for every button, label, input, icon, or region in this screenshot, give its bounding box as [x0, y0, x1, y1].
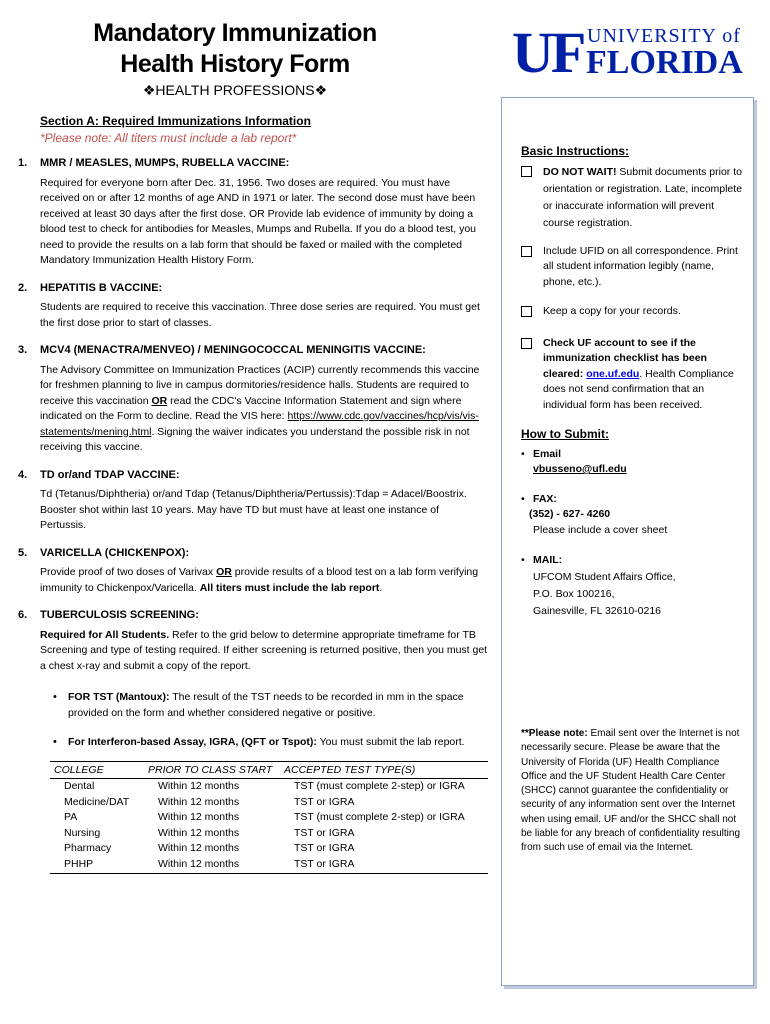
mail-label: • MAIL: [533, 554, 563, 566]
cell: Within 12 months [158, 826, 240, 839]
or-emphasis: OR [216, 566, 232, 578]
email-link[interactable]: vbusseno@ufl.edu [533, 463, 627, 475]
item-body: Students are required to receive this vaccination. Three dose series are required. You must get the first dose prior to start of classes. [40, 301, 480, 329]
body-text: Provide proof of two doses of Varivax [40, 566, 217, 578]
body-text: Refer to the grid below to determine appropriate timeframe for TB Screening and type of testing required. If either screening is returned positive, then you must get a chest x-ray and submit a copy of the report. [40, 628, 488, 672]
cell: TST or IGRA [294, 842, 355, 855]
body-text: read the CDC's Vaccine Information Statement and sign where indicated on the Form to decline. Read the VIS here: [40, 394, 462, 422]
table-row [50, 857, 488, 873]
subtitle: ❖HEALTH PROFESSIONS❖ [142, 82, 328, 98]
instructions-content [521, 144, 746, 620]
fax-number: (352) - 627- 4260 [529, 508, 611, 520]
cell: Within 12 months [144, 857, 280, 873]
mail-line: Gainesville, FL 32610-0216 [533, 605, 662, 617]
checklist-item [521, 304, 746, 320]
bullet-label: FOR TST (Mantoux): [68, 691, 170, 703]
checklist-item [521, 244, 746, 291]
item-number: 3. [18, 344, 28, 356]
item-mmr [18, 156, 488, 269]
item-body [40, 628, 488, 675]
table-row [50, 810, 488, 826]
item-heading: MCV4 (MENACTRA/MENVEO) / MENINGOCOCCAL MENINGITIS VACCINE: [40, 344, 426, 356]
checklist-bold: DO NOT WAIT! [543, 165, 617, 178]
checklist-text: Submit documents prior to orientation or registration. Late, incomplete or inaccurate information will prevent course registration. [543, 165, 743, 229]
item-tdap [18, 468, 488, 534]
checklist-item [521, 336, 746, 414]
body-text: . Signing the waiver indicates you understand the possible risk in not receiving this vaccine. [40, 425, 470, 453]
fax-label: • FAX: [533, 492, 557, 505]
checklist-text: Keep a copy for your records. [543, 305, 681, 317]
logo-university: UNIVERSITY of [587, 25, 741, 47]
cell: Within 12 months [158, 842, 240, 855]
uf-account-link[interactable]: one.uf.edu [586, 367, 640, 380]
tb-grid-table [50, 761, 488, 874]
item-heading: MMR / MEASLES, MUMPS, RUBELLA VACCINE: [40, 157, 290, 169]
checkbox[interactable] [521, 338, 532, 349]
title-line-1: Mandatory Immunization [93, 19, 377, 47]
cell: Within 12 months [158, 795, 240, 808]
table-row [50, 795, 488, 811]
fax-note: Please include a cover sheet [533, 523, 668, 536]
item-body [40, 565, 488, 596]
body-text: provide results of a blood test on a lab form verifying immunity to Chickenpox/Varicella. [40, 566, 479, 594]
cell: Within 12 months [158, 780, 240, 792]
table-row [50, 841, 488, 857]
section-note: *Please note: All titers must include a lab report* [40, 130, 297, 145]
how-to-submit-heading: How to Submit: [521, 427, 609, 441]
cell: PHHP [50, 857, 144, 873]
item-body: Td (Tetanus/Diphtheria) or/and Tdap (Tetanus/Diphtheria/Pertussis):Tdap = Adacel/Boostrix. Booster shot within last 10 years. May have TD but must have at least one instance of Pertussis. [40, 488, 467, 531]
item-mcv4 [18, 343, 488, 456]
cell: Medicine/DAT [64, 795, 130, 808]
item-heading: TUBERCULOSIS SCREENING: [40, 609, 199, 621]
cell: Pharmacy [64, 842, 112, 855]
bullet-text: You must submit the lab report. [316, 736, 465, 748]
item-hepatitis-b [18, 281, 488, 332]
cell: Dental [64, 780, 95, 792]
checkbox[interactable] [521, 306, 532, 317]
item-body [40, 363, 488, 456]
bullet-text: The result of the TST needs to be recorded in mm in the space provided on the form and whether considered negative or positive. [68, 691, 464, 719]
item-tb [18, 608, 488, 674]
cell: Nursing [64, 826, 101, 839]
vis-link[interactable]: https://www.cdc.gov/vaccines/hcp/vis/vis-statements/mening.html [40, 410, 479, 438]
checklist-text: Include UFID on all correspondence. Print all student information legibly (name, phone, etc.). [543, 244, 738, 288]
or-emphasis: OR [151, 394, 168, 407]
cell: TST or IGRA [294, 826, 355, 839]
body-text: The Advisory Committee on Immunization Practices (ACIP) currently recommends this vaccine for freshmen planning to live in campus dormitories/residence halls. Students are required to receive this vaccination [40, 363, 480, 407]
mail-line: UFCOM Student Affairs Office, [533, 571, 676, 583]
disclaimer-label: **Please note: [521, 728, 588, 739]
col-college: COLLEGE [50, 761, 144, 779]
page-title [60, 18, 410, 80]
email-disclaimer [521, 727, 746, 856]
cell: PA [64, 811, 78, 824]
item-number: 6. [18, 609, 28, 621]
tb-bullet-tst [68, 690, 488, 721]
item-heading: TD or/and TDAP VACCINE: [40, 468, 180, 481]
left-column [18, 114, 488, 874]
table-row [50, 826, 488, 842]
submit-email [521, 447, 746, 478]
checkbox[interactable] [521, 246, 532, 257]
cell: TST or IGRA [294, 795, 355, 808]
item-number: 4. [18, 468, 28, 481]
table-row [50, 779, 488, 795]
checkbox[interactable] [521, 166, 532, 177]
checklist-item [521, 164, 746, 232]
submit-mail [521, 552, 746, 620]
body-text: . [379, 581, 383, 594]
cell: Within 12 months [158, 811, 240, 824]
item-number: 2. [18, 281, 28, 294]
item-heading: HEPATITIS B VACCINE: [40, 281, 163, 294]
item-number: 5. [18, 546, 28, 559]
logo-uf: UF [512, 20, 584, 85]
cell: TST (must complete 2-step) or IGRA [294, 780, 465, 792]
checklist-bold: Check UF account to see if the immunization checklist has been cleared: [543, 336, 707, 380]
col-accepted: ACCEPTED TEST TYPE(S) [280, 761, 488, 779]
section-heading: Section A: Required Immunizations Information [40, 114, 311, 128]
titer-note: All titers must include the lab report [199, 581, 380, 594]
item-varicella [18, 546, 488, 597]
item-body: Required for everyone born after Dec. 31, 1956. Two doses are required. You must have received on or after 12 months of age AND in 1971 or later. The second dose must have been received at least 30 days after the first dose. OR Provide lab evidence of immunity by doing a blood test to check for antibodies for Measles, Mumps and Rubella. If you do a blood test, you need to provide the results on a lab form that should be faxed or mailed with the completed Mandatory Immunization Health History Form. [40, 176, 476, 266]
required-note: Required for All Students. [40, 628, 170, 641]
tb-bullet-igra [68, 735, 488, 751]
uf-logo [512, 20, 750, 85]
cell: TST (must complete 2-step) or IGRA [294, 811, 465, 824]
email-label: • Email [533, 447, 562, 460]
logo-florida: FLORIDA [586, 44, 743, 81]
cell: TST or IGRA [280, 857, 488, 873]
basic-instructions-heading: Basic Instructions: [521, 144, 630, 158]
mail-line: P.O. Box 100216, [533, 588, 615, 600]
submit-fax [521, 492, 746, 539]
table-header-row [50, 761, 488, 779]
item-number: 1. [18, 157, 28, 169]
bullet-label: For Interferon-based Assay, IGRA, (QFT or Tspot): [68, 736, 317, 748]
disclaimer-text: Email sent over the Internet is not necessarily secure. Please be aware that the University of Florida (UF) Health Compliance Office and the UF Student Health Care Center (SHCC) cannot guarantee the confidentiality or security of any information sent over the Internet when using email. UF and/or the SHCC shall not be liable for any breach of confidentiality resulting from such use of email via the Internet. [521, 728, 741, 854]
col-prior: PRIOR TO CLASS START [144, 761, 280, 779]
item-heading: VARICELLA (CHICKENPOX): [40, 546, 190, 559]
checklist-text: . Health Compliance does not send confirmation that an individual form has been received. [543, 367, 734, 411]
title-line-2: Health History Form [120, 50, 350, 78]
